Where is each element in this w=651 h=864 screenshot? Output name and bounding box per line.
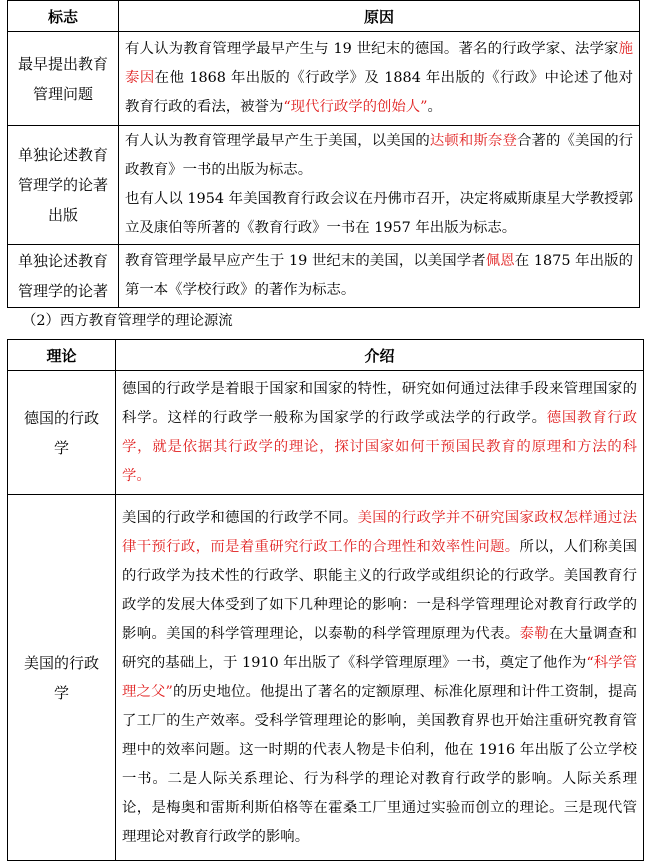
- text-segment: 美国的行政学和德国的行政学不同。: [122, 509, 358, 526]
- paragraph: 也有人以 1954 年美国教育行政会议在丹佛市召开，决定将威斯康星大学教授郭立及康伯等所著的《教育行政》一书在 1957 年出版为标志。: [125, 191, 633, 236]
- row-label-line: 学: [53, 683, 69, 702]
- origin-markers-table: [7, 0, 640, 308]
- highlight-segment: “现代行政学的创始人”: [283, 99, 428, 115]
- theory-sources-table: [7, 339, 644, 861]
- text-segment: 有人认为教育管理学最早产生与 19 世纪末的德国。著名的行政学家、法学家: [125, 41, 619, 57]
- row-label-line: 学: [53, 438, 69, 457]
- text-segment: 合著的《美国的行政教育》一书的出版为标志。: [125, 133, 633, 178]
- row-content: [119, 32, 640, 126]
- row-label-line: 管理学的论著: [17, 176, 108, 194]
- highlight-segment: “科学管理之父”: [122, 654, 637, 700]
- row-content: [116, 495, 644, 861]
- text-segment: 在大量调查和研究的基础上，于 1910 年出版了《科学管理原理》一书，奠定了他作为: [122, 625, 637, 671]
- row-label: [8, 32, 119, 126]
- highlight-segment: 美国的行政学并不研究国家政权怎样通过法律干预行政，而是着重研究行政工作的合理性和效率性问题。: [122, 509, 637, 555]
- highlight-segment: 达顿和斯奈登: [429, 133, 517, 149]
- row-label: [8, 495, 116, 861]
- table-row: [8, 32, 640, 126]
- text-segment: 在 1875 年出版的第一本《学校行政》的著作为标志。: [125, 253, 633, 298]
- row-label-line: 管理学的论著: [17, 282, 108, 300]
- row-content: [119, 245, 640, 308]
- row-label: [8, 126, 119, 245]
- row-label-line: 管理问题: [32, 84, 93, 103]
- text-segment: 的历史地位。他提出了著名的定额原理、标准化原理和计件工资制，提高了工厂的生产效率。受科学管理理论的影响，美国教育界也开始注重研究教育管理中的效率问题。这一时期的代表人物是卡伯利，他在 1916 年出版了公立学校一书。二是人际关系理论、行为科学的理论对教育行政学的影响。人际关系理论，是梅奥和雷斯利斯伯格等在霍桑工厂里通过实验而创立的理论。三是现代管理理论对教育行政学的影响。: [122, 683, 637, 845]
- row-label-line: 出版: [47, 206, 78, 224]
- text-segment: 在他 1868 年出版的《行政学》及 1884 年出版的《行政》中论述了他对教育行政的看法，被誉为: [125, 70, 633, 115]
- header-cell-reason: 原因: [119, 1, 640, 32]
- row-content: [116, 371, 644, 495]
- text-segment: 德国的行政学是着眼于国家和国家的特性，研究如何通过法律手段来管理国家的科学。这样的行政学一般称为国家学的行政学或法学的行政学。: [122, 380, 637, 426]
- section-caption: （2）西方教育管理学的理论源流: [22, 313, 233, 329]
- text-segment: 。: [427, 99, 442, 115]
- header-cell-theory: 理论: [8, 340, 116, 371]
- paragraph: [125, 127, 633, 185]
- row-content: [119, 126, 640, 245]
- header-cell-introduction: 介绍: [116, 340, 644, 371]
- table-row: [8, 245, 640, 308]
- highlight-segment: 德国教育行政学，就是依据其行政学的理论，探讨国家如何干预国民教育的原理和方法的科学。: [122, 409, 637, 484]
- highlight-segment: 施泰因: [125, 41, 633, 86]
- row-label: [8, 245, 119, 308]
- text-segment: 有人认为教育管理学最早产生于美国，以美国的: [125, 133, 430, 149]
- row-label-line: 最早提出教育: [17, 54, 108, 73]
- row-label-line: 单独论述教育: [17, 252, 108, 270]
- table-row: [8, 495, 644, 861]
- table-header-row: [8, 340, 644, 371]
- row-label: [8, 371, 116, 495]
- text-segment: 教育管理学最早应产生于 19 世纪末的美国，以美国学者: [125, 253, 486, 269]
- row-label-line: 美国的行政: [23, 653, 99, 672]
- table-row: [8, 371, 644, 495]
- row-label-line: 单独论述教育: [17, 146, 108, 164]
- highlight-segment: 佩恩: [485, 253, 515, 269]
- highlight-segment: 泰勒: [519, 625, 549, 642]
- header-cell-marker: 标志: [8, 1, 119, 32]
- text-segment: 所以，人们称美国的行政学为技术性的行政学、职能主义的行政学或组织论的行政学。美国教育行政学的发展大体受到了如下几种理论的影响：一是科学管理理论对教育行政学的影响。美国的科学管理理论，以泰勒的科学管理原理为代表。: [122, 538, 637, 642]
- table-row: [8, 126, 640, 245]
- table-header-row: [8, 1, 640, 32]
- row-label-line: 德国的行政: [23, 408, 99, 427]
